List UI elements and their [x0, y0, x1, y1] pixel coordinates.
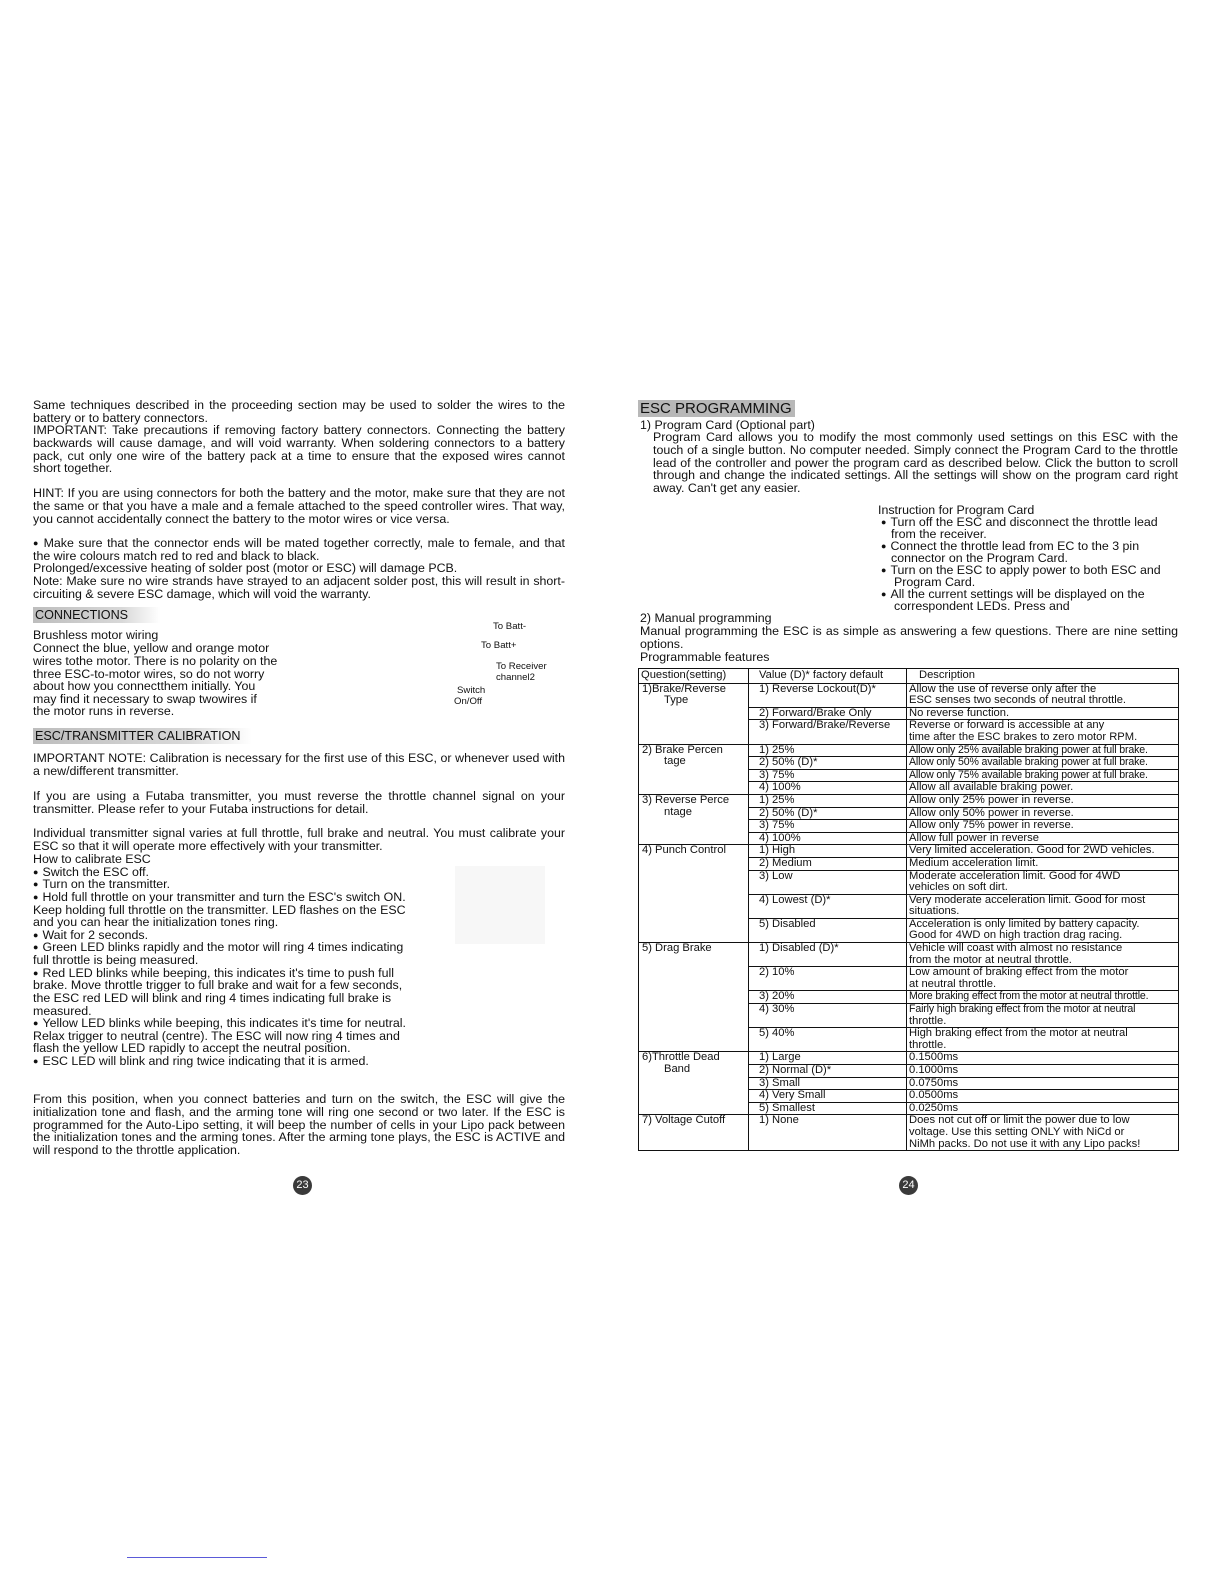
setting-description-cell — [907, 757, 1179, 770]
setting-description-text: Vehicle will coast with almost no resistance — [909, 942, 1123, 955]
setting-question-text: Band — [664, 1063, 691, 1075]
setting-description-cell — [907, 918, 1179, 942]
instruction-line: from the receiver. — [891, 527, 987, 541]
setting-value-cell: 1) 25% — [749, 794, 907, 807]
setting-description-text: Good for 4WD on high traction drag racing. — [909, 929, 1123, 942]
setting-value-cell: 4) 100% — [749, 782, 907, 795]
setting-description-text: throttle. — [909, 1014, 947, 1027]
step-line: ● Yellow LED blinks while beeping, this indicates it's time for neutral. — [33, 1017, 453, 1030]
setting-description-text: 0.0250ms — [909, 1101, 959, 1114]
table-header-cell: Description — [907, 669, 1179, 684]
setting-value-cell: 2) Normal (D)* — [749, 1065, 907, 1078]
setting-question-text: ntage — [664, 805, 692, 818]
connections-header: CONNECTIONS — [33, 607, 160, 623]
setting-question-cell — [639, 744, 749, 794]
wiring-line: about how you connectthem initially. You — [33, 679, 256, 693]
step-line: ● Green LED blinks rapidly and the motor will ring 4 times indicating — [33, 941, 453, 954]
table-header-row — [639, 669, 1179, 684]
setting-description-text: Moderate acceleration limit. Good for 4WD — [909, 869, 1121, 882]
setting-question-cell — [639, 1052, 749, 1115]
setting-question-cell — [639, 683, 749, 744]
setting-question-cell — [639, 1115, 749, 1151]
setting-value-cell: 4) Very Small — [749, 1090, 907, 1103]
setting-value-cell: 1) Large — [749, 1052, 907, 1065]
setting-description-cell — [907, 707, 1179, 720]
programmable-features-title: Programmable features — [640, 650, 770, 664]
paragraph-heating-warning: Prolonged/excessive heating of solder post (motor or ESC) will damage PCB. — [33, 561, 458, 575]
setting-description-cell — [907, 1115, 1179, 1151]
setting-description-text: Allow only 50% power in reverse. — [909, 806, 1074, 819]
setting-description-cell — [907, 1065, 1179, 1078]
wiring-line: wires tothe motor. There is no polarity on the — [33, 654, 278, 668]
paragraph-arming: From this position, when you connect batteries and turn on the switch, the ESC will give the initialization tone and flash, and the arming tone will ring one second or two later. If the ESC is programmed for the Auto-Lipo setting, it will beep the number of cells in your Lipo pack between the initialization tones and the arming tones. After the arming tone plays, the ESC is ACTIVE and will respond to the throttle application. — [33, 1092, 565, 1158]
paragraph-calibration-note: IMPORTANT NOTE: Calibration is necessary for the first use of this ESC, or whenever used with a new/different transmitter. — [33, 751, 565, 778]
page-number-right: 24 — [899, 1176, 918, 1195]
setting-description-cell — [907, 744, 1179, 757]
setting-value-cell: 2) 50% (D)* — [749, 757, 907, 770]
step-line: ● Red LED blinks while beeping, this indicates it's time to push full — [33, 967, 453, 980]
setting-value-cell: 5) 40% — [749, 1028, 907, 1052]
setting-description-cell — [907, 807, 1179, 820]
footer-line — [127, 1557, 267, 1558]
setting-description-text: No reverse function. — [909, 706, 1010, 719]
table-header-cell: Question(setting) — [639, 669, 749, 684]
setting-question-text: 7) Voltage Cutoff — [642, 1114, 726, 1127]
setting-value-cell: 3) 75% — [749, 820, 907, 833]
setting-question-text: 4) Punch Control — [642, 844, 726, 857]
setting-description-cell — [907, 832, 1179, 845]
program-card-title: 1) Program Card (Optional part) — [640, 418, 815, 432]
setting-description-text: Allow all available braking power. — [909, 781, 1074, 794]
step-line: How to calibrate ESC — [33, 852, 151, 866]
table-header-cell: Value (D)* factory default — [749, 669, 907, 684]
setting-value-cell: 2) Forward/Brake Only — [749, 707, 907, 720]
paragraph-connector-mating: ● Make sure that the connector ends will be mated together correctly, male to female, and that the wire colours match red to red and black to black. — [33, 537, 565, 563]
setting-description-text: High braking effect from the motor at neutral — [909, 1027, 1128, 1040]
setting-value-cell: 3) Small — [749, 1077, 907, 1090]
setting-description-cell — [907, 683, 1179, 707]
manual-programming-text: Manual programming the ESC is as simple as answering a few questions. There are nine setting options. — [640, 624, 1178, 651]
setting-description-text: 0.0750ms — [909, 1076, 959, 1089]
setting-value-cell: 5) Smallest — [749, 1102, 907, 1115]
table-row — [639, 943, 1179, 967]
setting-description-text: from the motor at neutral throttle. — [909, 953, 1072, 966]
setting-description-cell — [907, 1004, 1179, 1028]
setting-value-cell: 4) 100% — [749, 832, 907, 845]
setting-description-text: NiMh packs. Do not use it with any Lipo packs! — [909, 1137, 1141, 1150]
setting-description-text: ESC senses two seconds of neutral throttle. — [909, 694, 1127, 707]
setting-value-cell: 1) Disabled (D)* — [749, 943, 907, 967]
setting-description-text: Fairly high braking effect from the motor at neutral — [909, 1003, 1136, 1016]
setting-description-text: 0.1000ms — [909, 1064, 959, 1076]
instruction-line: ● Turn off the ESC and disconnect the throttle lead — [881, 516, 1181, 529]
step-line: brake. Move throttle trigger to full brake and wait for a few seconds, — [33, 978, 403, 992]
setting-value-cell: 3) Forward/Brake/Reverse — [749, 720, 907, 744]
setting-description-cell — [907, 894, 1179, 918]
setting-description-text: at neutral throttle. — [909, 977, 997, 990]
paragraph-hint: HINT: If you are using connectors for both the battery and the motor, make sure that they are not the same or that you have a male and a female attached to the speed controller wires. That way, you cannot accidentally connect the battery to the motor wires or vice versa. — [33, 486, 565, 526]
setting-description-text: Allow only 75% power in reverse. — [909, 819, 1074, 832]
step-line: ● Hold full throttle on your transmitter and turn the ESC's switch ON. — [33, 891, 453, 904]
setting-question-text: 5) Drag Brake — [642, 942, 712, 955]
table-row — [639, 683, 1179, 707]
paragraph-solder-techniques: Same techniques described in the proceeding section may be used to solder the wires to the battery or to battery connectors. — [33, 398, 565, 425]
setting-description-text: Acceleration is only limited by battery capacity. — [909, 917, 1140, 930]
setting-question-text: tage — [664, 755, 686, 768]
paragraph-signal-varies: Individual transmitter signal varies at full throttle, full brake and neutral. You must calibrate your ESC so that it will operate more effectively with your transmitter. — [33, 826, 565, 853]
step-line: ● Turn on the transmitter. — [33, 878, 453, 891]
setting-value-cell: 1) 25% — [749, 744, 907, 757]
setting-description-text: Medium acceleration limit. — [909, 856, 1039, 869]
setting-description-cell — [907, 967, 1179, 991]
esc-programming-header: ESC PROGRAMMING — [638, 400, 795, 417]
setting-value-cell: 3) Low — [749, 870, 907, 894]
instruction-line: correspondent LEDs. Press and — [894, 599, 1070, 613]
setting-value-cell: 2) 50% (D)* — [749, 807, 907, 820]
step-line: ● Switch the ESC off. — [33, 866, 453, 879]
step-line: flash the yellow LED rapidly to accept the neutral position. — [33, 1041, 351, 1055]
setting-description-text: Allow only 25% power in reverse. — [909, 793, 1074, 806]
setting-description-cell — [907, 769, 1179, 782]
setting-description-text: Allow full power in reverse — [909, 831, 1039, 844]
step-line: Keep holding full throttle on the transmitter. LED flashes on the ESC — [33, 903, 406, 917]
setting-question-text: Type — [664, 694, 689, 707]
step-line: measured. — [33, 1004, 92, 1018]
setting-description-text: vehicles on soft dirt. — [909, 881, 1008, 894]
setting-description-cell — [907, 1077, 1179, 1090]
setting-description-cell — [907, 1028, 1179, 1052]
setting-description-cell — [907, 857, 1179, 870]
setting-value-cell: 3) 75% — [749, 769, 907, 782]
manual-programming-title: 2) Manual programming — [640, 611, 772, 625]
setting-value-cell: 1) Reverse Lockout(D)* — [749, 683, 907, 707]
led-image-placeholder — [455, 866, 545, 944]
step-line: Relax trigger to neutral (centre). The ESC will now ring 4 times and — [33, 1029, 400, 1043]
setting-value-cell: 2) Medium — [749, 857, 907, 870]
setting-question-cell — [639, 845, 749, 943]
step-line: full throttle is being measured. — [33, 953, 199, 967]
instruction-line: ● Turn on the ESC to apply power to both ESC and — [881, 564, 1181, 577]
step-line: ● Wait for 2 seconds. — [33, 929, 453, 942]
setting-description-text: 0.0500ms — [909, 1089, 959, 1102]
setting-description-cell — [907, 1052, 1179, 1065]
setting-value-cell: 2) 10% — [749, 967, 907, 991]
setting-description-text: Very limited acceleration. Good for 2WD vehicles. — [909, 844, 1155, 857]
setting-question-text: 1)Brake/Reverse — [642, 682, 726, 695]
setting-description-text: Allow only 25% available braking power at full brake. — [909, 743, 1148, 756]
setting-description-cell — [907, 1090, 1179, 1103]
table-row — [639, 845, 1179, 858]
paragraph-strands-note: Note: Make sure no wire strands have strayed to an adjacent solder post, this will result in short-circuiting & severe ESC damage, which will void the warranty. — [33, 574, 565, 601]
setting-description-text: 0.1500ms — [909, 1051, 959, 1064]
setting-description-text: Allow only 50% available braking power at full brake. — [909, 756, 1148, 769]
setting-description-cell — [907, 991, 1179, 1004]
label-switch: Switch — [457, 685, 486, 696]
instruction-line: ● Connect the throttle lead from EC to the 3 pin — [881, 540, 1181, 553]
setting-description-cell — [907, 720, 1179, 744]
label-to-batt-neg: To Batt- — [493, 621, 527, 632]
instruction-line: ● All the current settings will be displayed on the — [881, 588, 1181, 601]
setting-description-cell — [907, 845, 1179, 858]
instruction-line: Program Card. — [894, 575, 976, 589]
setting-description-cell — [907, 820, 1179, 833]
wiring-line: three ESC-to-motor wires, so do not worry — [33, 667, 265, 681]
wiring-line: the motor runs in reverse. — [33, 704, 175, 718]
setting-question-cell — [639, 943, 749, 1052]
step-line: ● ESC LED will blink and ring twice indicating that it is armed. — [33, 1055, 453, 1068]
wiring-line: Connect the blue, yellow and orange motor — [33, 641, 270, 655]
setting-description-text: situations. — [909, 905, 960, 918]
instruction-line: connector on the Program Card. — [891, 551, 1069, 565]
setting-description-text: Low amount of braking effect from the motor — [909, 966, 1129, 979]
label-on-off: On/Off — [454, 696, 483, 707]
page-number-left: 23 — [293, 1176, 312, 1195]
paragraph-important-precautions: IMPORTANT: Take precautions if removing factory battery connectors. Connecting the battery backwards will cause damage, and will void warranty. When soldering connectors to a battery pack, cut only one wire of the battery pack at a time to ensure that the exposed wires cannot short together. — [33, 423, 565, 476]
setting-description-text: More braking effect from the motor at neutral throttle. — [909, 990, 1149, 1003]
calibration-header: ESC/TRANSMITTER CALIBRATION — [33, 728, 252, 744]
setting-value-cell: 4) 30% — [749, 1004, 907, 1028]
setting-description-cell — [907, 1102, 1179, 1115]
setting-description-cell — [907, 794, 1179, 807]
label-channel2: channel2 — [496, 672, 535, 683]
setting-description-text: voltage. Use this setting ONLY with NiCd or — [909, 1125, 1125, 1138]
step-line: the ESC red LED will blink and ring 4 times indicating full brake is — [33, 991, 392, 1005]
instruction-title: Instruction for Program Card — [878, 503, 1035, 517]
paragraph-futaba: If you are using a Futaba transmitter, you must reverse the throttle channel signal on your transmitter. Please refer to your Futaba instructions for detail. — [33, 789, 565, 816]
program-card-text: Program Card allows you to modify the most commonly used settings on this ESC with the touch of a single button. No computer needed. Simply connect the Program Card to the throttle lead of the controller and power the program card as described below. Click the button to scroll through and change the indicated settings. All the settings will show on the program card right away. Can't get any easier. — [653, 430, 1178, 496]
setting-value-cell: 5) Disabled — [749, 918, 907, 942]
setting-description-text: Very moderate acceleration limit. Good for most — [909, 893, 1146, 906]
setting-description-cell — [907, 782, 1179, 795]
setting-question-text: 2) Brake Percen — [642, 743, 723, 756]
setting-question-text: 3) Reverse Perce — [642, 793, 730, 806]
table-row — [639, 1115, 1179, 1151]
setting-description-text: Allow only 75% available braking power at full brake. — [909, 768, 1148, 781]
setting-description-text: Allow the use of reverse only after the — [909, 682, 1097, 695]
setting-description-text: time after the ESC brakes to zero motor RPM. — [909, 730, 1138, 743]
table-row — [639, 744, 1179, 757]
setting-description-cell — [907, 870, 1179, 894]
setting-value-cell: 1) None — [749, 1115, 907, 1151]
setting-question-text: 6)Throttle Dead — [642, 1051, 720, 1064]
setting-value-cell: 1) High — [749, 845, 907, 858]
setting-description-text: throttle. — [909, 1038, 947, 1051]
label-to-batt-pos: To Batt+ — [481, 640, 517, 651]
wiring-title: Brushless motor wiring — [33, 628, 159, 642]
setting-value-cell: 3) 20% — [749, 991, 907, 1004]
setting-description-text: Does not cut off or limit the power due to low — [909, 1114, 1130, 1127]
setting-description-cell — [907, 943, 1179, 967]
setting-question-cell — [639, 794, 749, 844]
step-line: and you can hear the initialization tones ring. — [33, 915, 279, 929]
setting-value-cell: 4) Lowest (D)* — [749, 894, 907, 918]
settings-table — [638, 668, 1179, 1151]
setting-description-text: Reverse or forward is accessible at any — [909, 719, 1105, 732]
wiring-line: may find it necessary to swap twowires if — [33, 692, 257, 706]
table-row — [639, 1052, 1179, 1065]
label-to-receiver: To Receiver — [496, 661, 547, 672]
table-row — [639, 794, 1179, 807]
